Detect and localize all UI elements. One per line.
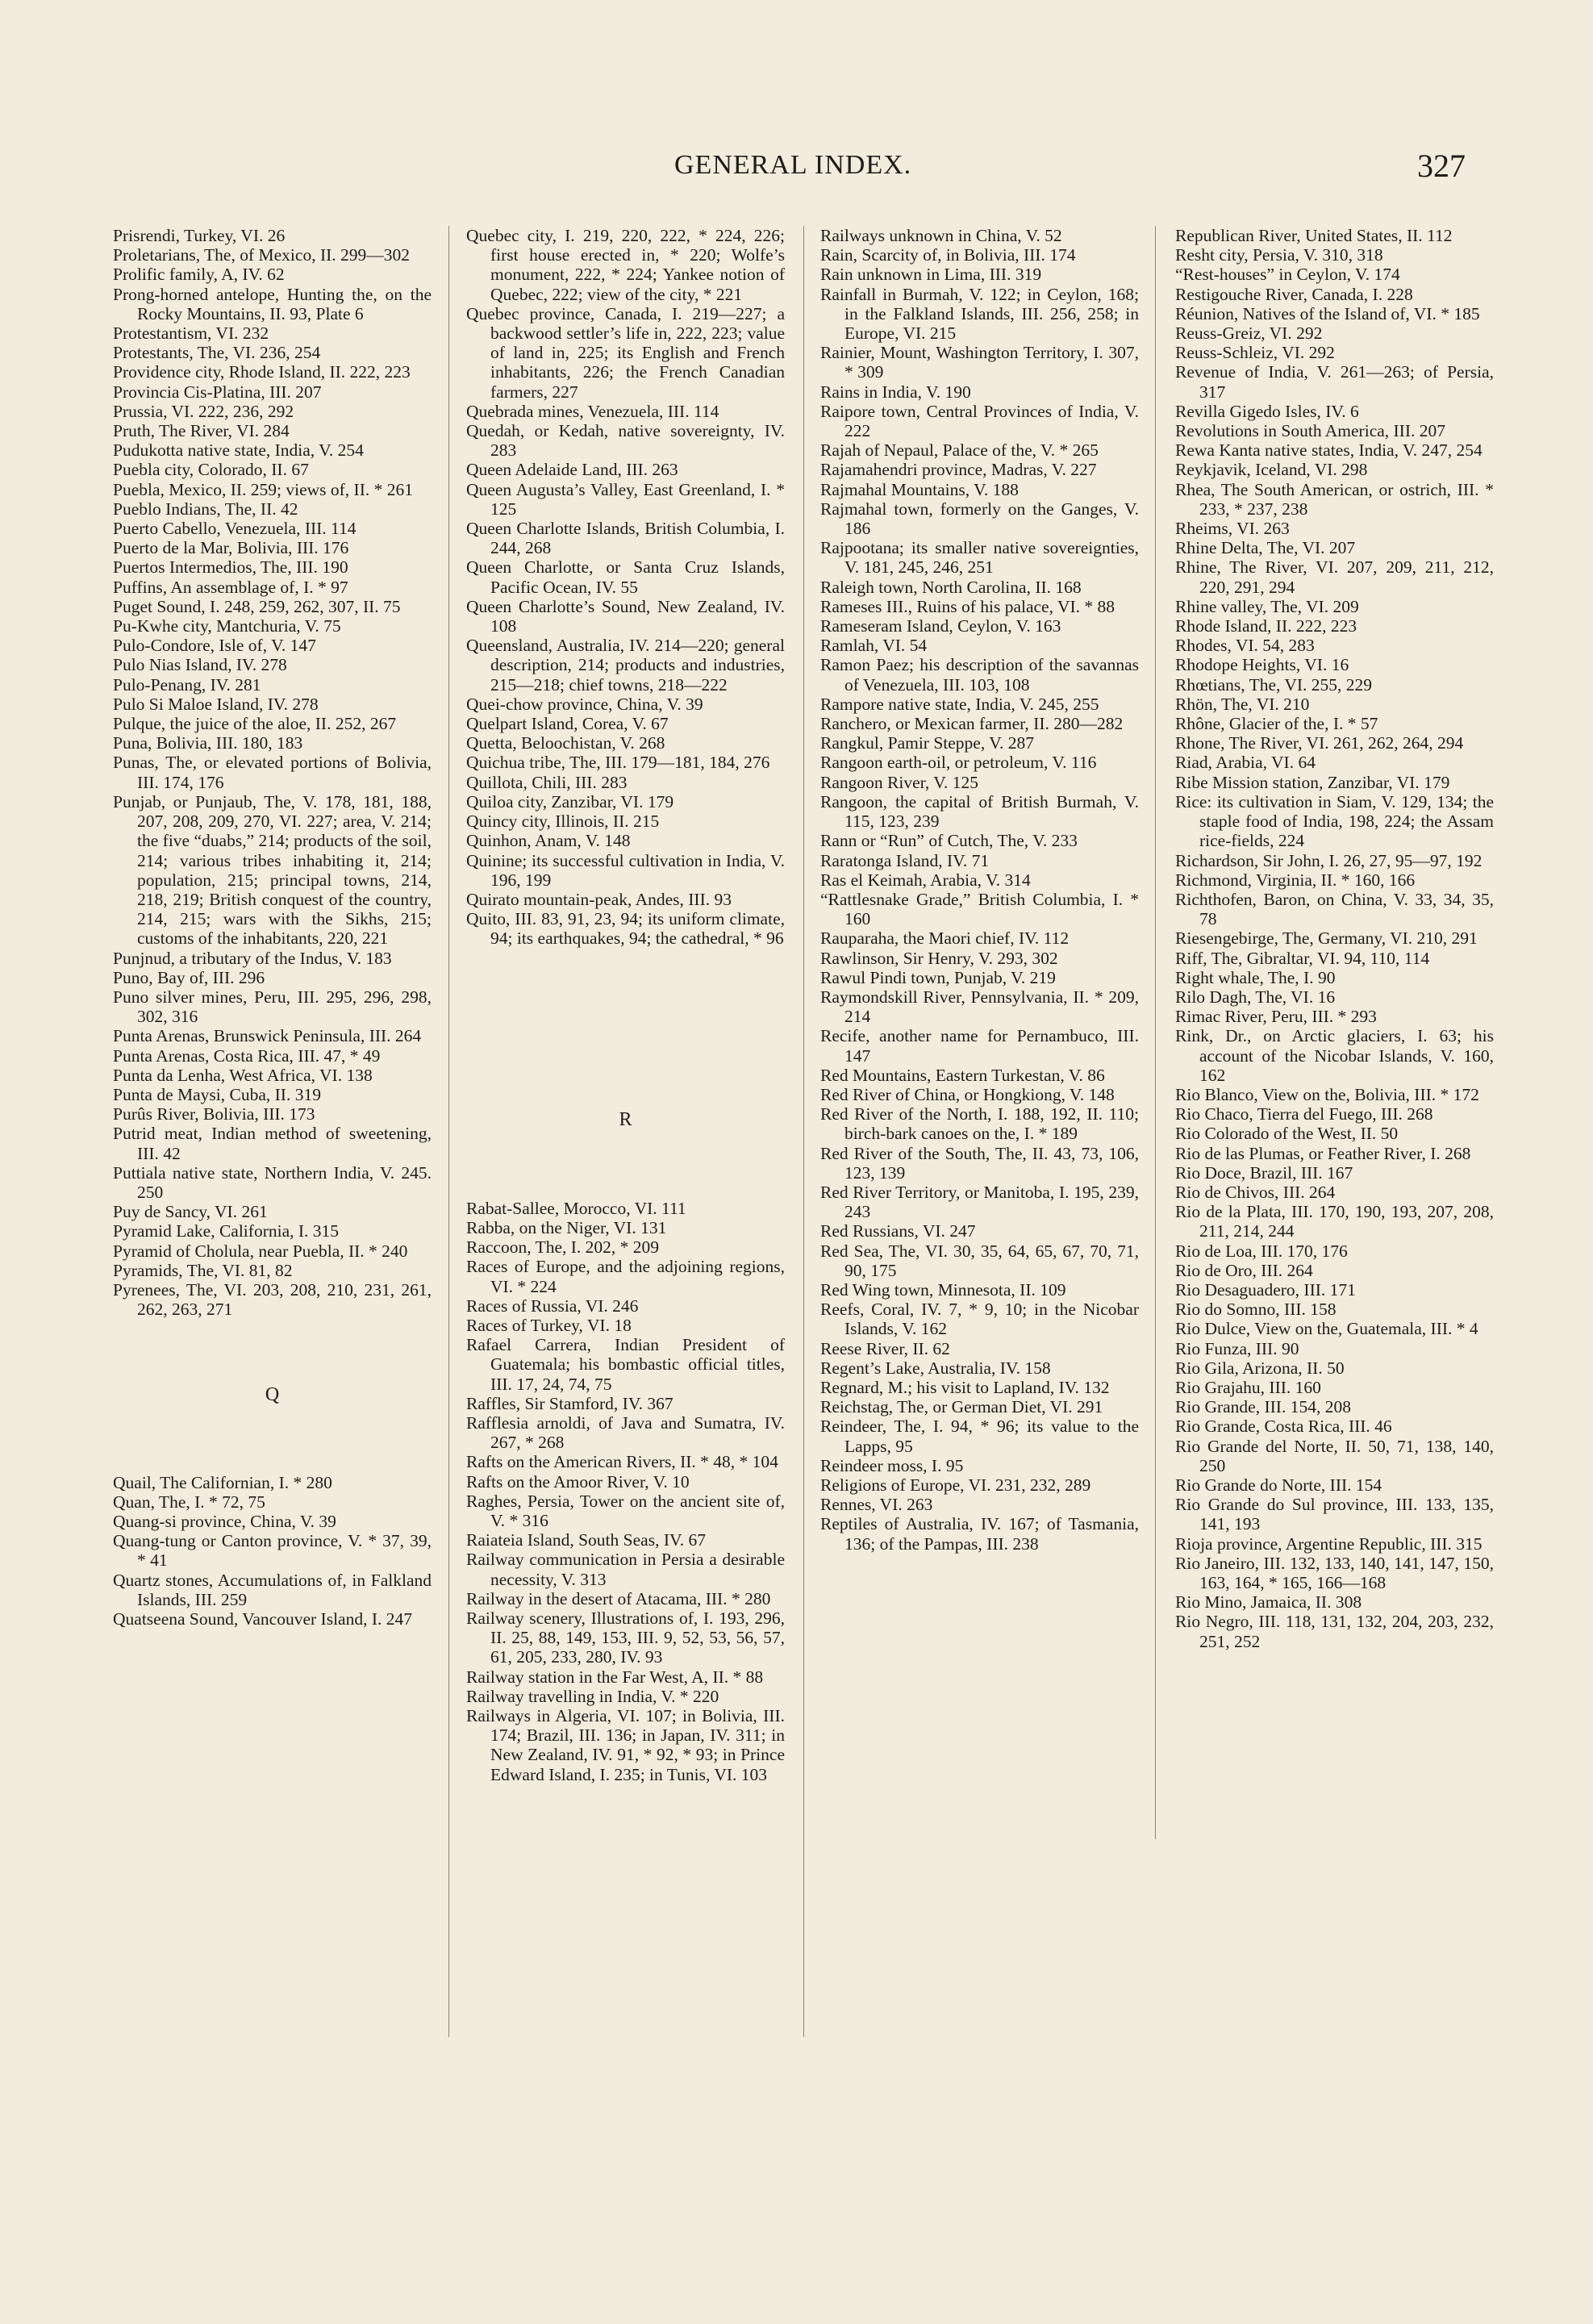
index-entry: Rio Negro, III. 118, 131, 132, 204, 203, 232, 251, 252 [1175, 1612, 1494, 1651]
index-entry: Ranchero, or Mexican farmer, II. 280—282 [820, 714, 1124, 734]
index-entry: Provincia Cis-Platina, III. 207 [113, 382, 322, 402]
index-entry: Rio Grande do Norte, III. 154 [1175, 1475, 1382, 1495]
index-entry: Pyramid Lake, California, I. 315 [113, 1221, 340, 1241]
index-column-4 [1175, 226, 1494, 1651]
index-entry: Punjab, or Punjaub, The, V. 178, 181, 188, 207, 208, 209, 270, VI. 227; area, V. 214; the five “duabs,” 214; products of the soil, 214; various tribes inhabiting it, 214; population, 215; principal towns, 214, 218, 219; British conquest of the country, 214, 215; wars with the Sikhs, 215; customs of the inhabitants, 220, 221 [113, 791, 432, 949]
index-entry: Rajmahal Mountains, V. 188 [820, 479, 1019, 499]
index-entry: Rafflesia arnoldi, of Java and Sumatra, IV. 267, * 268 [466, 1412, 785, 1453]
index-entry: Queen Charlotte’s Sound, New Zealand, IV. 108 [466, 596, 785, 636]
index-entry: Railways unknown in China, V. 52 [820, 226, 1062, 245]
index-entry: Purûs River, Bolivia, III. 173 [113, 1104, 315, 1124]
index-entry: Reptiles of Australia, IV. 167; of Tasmania, 136; of the Pampas, III. 238 [820, 1514, 1139, 1554]
index-entry: Rangoon River, V. 125 [820, 772, 979, 792]
index-entry: Railway station in the Far West, A, II. * 88 [466, 1667, 764, 1687]
index-entry: Queen Augusta’s Valley, East Greenland, I. * 125 [466, 479, 785, 519]
index-entry: Pyramid of Cholula, near Puebla, II. * 240 [113, 1241, 408, 1261]
index-entry: Rhine Delta, The, VI. 207 [1175, 538, 1356, 558]
index-entry: Rink, Dr., on Arctic glaciers, I. 63; his account of the Nicobar Islands, V. 160, 162 [1175, 1026, 1494, 1085]
index-entry: Rio Janeiro, III. 132, 133, 140, 141, 147, 150, 163, 164, * 165, 166—168 [1175, 1553, 1494, 1593]
index-entry: Puy de Sancy, VI. 261 [113, 1202, 268, 1222]
index-entry: Reuss-Greiz, VI. 292 [1175, 323, 1323, 344]
index-entry: Quatseena Sound, Vancouver Island, I. 247 [113, 1609, 412, 1629]
index-entry: Red Mountains, Eastern Turkestan, V. 86 [820, 1065, 1105, 1085]
index-entry: Rhœtians, The, VI. 255, 229 [1175, 674, 1373, 695]
index-entry: Rio de Chivos, III. 264 [1175, 1182, 1336, 1202]
index-entry: Rio Gila, Arizona, II. 50 [1175, 1358, 1345, 1378]
index-entry: Rhön, The, VI. 210 [1175, 694, 1310, 714]
section-letter-q: Q [265, 1384, 280, 1406]
index-entry: Rains in India, V. 190 [820, 382, 971, 402]
index-entry: Punta Arenas, Costa Rica, III. 47, * 49 [113, 1045, 381, 1066]
index-entry: Rafts on the American Rivers, II. * 48, * 104 [466, 1452, 778, 1472]
index-entry: Rhea, The South American, or ostrich, III. * 233, * 237, 238 [1175, 479, 1494, 519]
index-entry: Railways in Algeria, VI. 107; in Bolivia, III. 174; Brazil, III. 136; in Japan, IV. 311; in New Zealand, IV. 91, * 92, * 93; in Prince Edward Island, I. 235; in Tunis, VI. 103 [466, 1706, 785, 1784]
index-entry: Reindeer moss, I. 95 [820, 1455, 964, 1475]
index-entry: Rajah of Nepaul, Palace of the, V. * 265 [820, 440, 1099, 461]
index-entry: Rawlinson, Sir Henry, V. 293, 302 [820, 948, 1058, 968]
index-entry: Rajamahendri province, Madras, V. 227 [820, 460, 1097, 480]
index-entry: Quiloa city, Zanzibar, VI. 179 [466, 791, 674, 812]
index-entry: Punta de Maysi, Cuba, II. 319 [113, 1084, 321, 1104]
index-entry: Red Wing town, Minnesota, II. 109 [820, 1279, 1066, 1300]
index-entry: Punas, The, or elevated portions of Bolivia, III. 174, 176 [113, 753, 432, 792]
index-entry: Rio Doce, Brazil, III. 167 [1175, 1162, 1353, 1183]
index-entry: Quebrada mines, Venezuela, III. 114 [466, 401, 719, 421]
index-entry: Puno silver mines, Peru, III. 295, 296, 298, 302, 316 [113, 987, 432, 1027]
section-letter-r: R [619, 1108, 632, 1130]
index-entry: Richthofen, Baron, on China, V. 33, 34, 35, 78 [1175, 889, 1494, 929]
index-column-2 [466, 226, 785, 1784]
index-entry: Protestantism, VI. 232 [113, 323, 269, 344]
index-entry: Quetta, Beloochistan, V. 268 [466, 733, 665, 753]
entry-list [113, 1473, 432, 1629]
index-entry: Réunion, Natives of the Island of, VI. * 185 [1175, 303, 1480, 323]
index-entry: Rio do Somno, III. 158 [1175, 1300, 1337, 1320]
entry-list [466, 226, 785, 949]
index-entry: Quito, III. 83, 91, 23, 94; its uniform climate, 94; its earthquakes, 94; the cathedral, * 96 [466, 909, 785, 949]
index-entry: Railway communication in Persia a desirable necessity, V. 313 [466, 1550, 785, 1589]
index-entry: Pu-Kwhe city, Mantchuria, V. 75 [113, 616, 341, 636]
index-entry: Quedah, or Kedah, native sovereignty, IV. 283 [466, 421, 785, 461]
index-entry: Rainier, Mount, Washington Territory, I. 307, * 309 [820, 343, 1139, 382]
index-entry: Pulo-Condore, Isle of, V. 147 [113, 636, 316, 656]
index-entry: Pruth, The River, VI. 284 [113, 421, 290, 441]
index-entry: Rio Chaco, Tierra del Fuego, III. 268 [1175, 1104, 1433, 1124]
index-entry: Raghes, Persia, Tower on the ancient site of, V. * 316 [466, 1491, 785, 1530]
index-entry: Rio Grande do Sul province, III. 133, 135, 141, 193 [1175, 1495, 1494, 1534]
index-entry: Raffles, Sir Stamford, IV. 367 [466, 1393, 673, 1413]
index-entry: Recife, another name for Pernambuco, III. 147 [820, 1026, 1139, 1066]
index-entry: Queen Charlotte, or Santa Cruz Islands, Pacific Ocean, IV. 55 [466, 557, 785, 597]
index-entry: Quang-si province, China, V. 39 [113, 1511, 336, 1531]
index-entry: Regnard, M.; his visit to Lapland, IV. 132 [820, 1377, 1110, 1397]
index-entry: Rewa Kanta native states, India, V. 247, 254 [1175, 440, 1482, 461]
index-entry: Rio Grande, III. 154, 208 [1175, 1397, 1351, 1417]
index-entry: Punjnud, a tributary of the Indus, V. 183 [113, 948, 392, 968]
index-entry: Ramon Paez; his description of the savannas of Venezuela, III. 103, 108 [820, 655, 1139, 695]
index-entry: Queen Charlotte Islands, British Columbia, I. 244, 268 [466, 519, 785, 558]
index-entry: Rangkul, Pamir Steppe, V. 287 [820, 733, 1034, 753]
index-entry: Quail, The Californian, I. * 280 [113, 1472, 332, 1492]
index-entry: Rabba, on the Niger, VI. 131 [466, 1217, 667, 1237]
entry-list [820, 226, 1139, 1554]
index-entry: Rhodope Heights, VI. 16 [1175, 655, 1349, 675]
index-entry: Races of Russia, VI. 246 [466, 1296, 639, 1316]
index-entry: Rauparaha, the Maori chief, IV. 112 [820, 928, 1070, 949]
entry-list [1175, 226, 1494, 1651]
index-entry: Red River Territory, or Manitoba, I. 195, 239, 243 [820, 1182, 1139, 1222]
index-entry: Rain, Scarcity of, in Bolivia, III. 174 [820, 245, 1076, 265]
index-entry: Punta da Lenha, West Africa, VI. 138 [113, 1065, 373, 1085]
page-number: 327 [1417, 148, 1466, 184]
page-header [0, 150, 1593, 198]
index-entry: Resht city, Persia, V. 310, 318 [1175, 245, 1383, 265]
index-entry: Rio Grande del Norte, II. 50, 71, 138, 140, 250 [1175, 1436, 1494, 1475]
index-entry: Ribe Mission station, Zanzibar, VI. 179 [1175, 772, 1450, 792]
index-entry: Puerto Cabello, Venezuela, III. 114 [113, 519, 357, 539]
index-entry: Rhine, The River, VI. 207, 209, 211, 212, 220, 291, 294 [1175, 557, 1494, 597]
index-entry: Red River of China, or Hongkiong, V. 148 [820, 1084, 1115, 1104]
index-entry: Puertos Intermedios, The, III. 190 [113, 557, 348, 578]
index-entry: Rio de Oro, III. 264 [1175, 1260, 1313, 1280]
index-entry: Reindeer, The, I. 94, * 96; its value to the Lapps, 95 [820, 1417, 1139, 1456]
entry-list [466, 1199, 785, 1784]
index-entry: Prisrendi, Turkey, VI. 26 [113, 226, 286, 245]
index-entry: Rio Dulce, View on the, Guatemala, III. * 4 [1175, 1319, 1478, 1339]
index-entry: Republican River, United States, II. 112 [1175, 226, 1453, 245]
index-entry: Reykjavik, Iceland, VI. 298 [1175, 460, 1368, 480]
index-entry: Raymondskill River, Pennsylvania, II. * 209, 214 [820, 987, 1139, 1027]
index-entry: Quan, The, I. * 72, 75 [113, 1492, 265, 1512]
index-entry: Ramlah, VI. 54 [820, 636, 928, 656]
index-entry: Puttiala native state, Northern India, V. 245. 250 [113, 1162, 432, 1202]
index-entry: Rhodes, VI. 54, 283 [1175, 636, 1315, 656]
index-entry: Reuss-Schleiz, VI. 292 [1175, 343, 1335, 363]
index-entry: Puget Sound, I. 248, 259, 262, 307, II. 75 [113, 596, 401, 616]
index-entry: Richmond, Virginia, II. * 160, 166 [1175, 870, 1416, 890]
index-entry: Queensland, Australia, IV. 214—220; general description, 214; products and industries, 215—218; chief towns, 218—222 [466, 636, 785, 695]
index-entry: Pulo Nias Island, IV. 278 [113, 655, 287, 675]
index-entry: Rhine valley, The, VI. 209 [1175, 596, 1359, 616]
entry-list [113, 226, 432, 1319]
index-entry: Prong-horned antelope, Hunting the, on the Rocky Mountains, II. 93, Plate 6 [113, 284, 432, 323]
index-entry: Pudukotta native state, India, V. 254 [113, 440, 364, 461]
index-entry: Rio Grande, Costa Rica, III. 46 [1175, 1417, 1392, 1437]
column-rule [1155, 226, 1156, 1839]
index-entry: Rio Blanco, View on the, Bolivia, III. * 172 [1175, 1084, 1479, 1104]
index-entry: Revenue of India, V. 261—263; of Persia, 317 [1175, 362, 1494, 402]
index-entry: Rio Grajahu, III. 160 [1175, 1377, 1321, 1397]
index-entry: Rajpootana; its smaller native sovereignties, V. 181, 245, 246, 251 [820, 538, 1139, 578]
index-entry: Quebec city, I. 219, 220, 222, * 224, 226; first house erected in, * 220; Wolfe’s monument, 222, * 224; Yankee notion of Quebec, 222; view of the city, * 221 [466, 226, 785, 304]
index-column-1 [113, 226, 432, 1629]
index-entry: Rio de las Plumas, or Feather River, I. 268 [1175, 1143, 1471, 1163]
index-entry: Red River of the South, The, II. 43, 73, 106, 123, 139 [820, 1143, 1139, 1183]
index-entry: Quinine; its successful cultivation in India, V. 196, 199 [466, 850, 785, 890]
index-entry: Pulque, the juice of the aloe, II. 252, 267 [113, 714, 397, 734]
index-entry: Rangoon earth-oil, or petroleum, V. 116 [820, 753, 1097, 773]
index-entry: Rhode Island, II. 222, 223 [1175, 616, 1357, 636]
index-entry: Races of Turkey, VI. 18 [466, 1315, 632, 1335]
index-entry: Raleigh town, North Carolina, II. 168 [820, 577, 1082, 597]
index-entry: Rhône, Glacier of the, I. * 57 [1175, 714, 1378, 734]
index-entry: Rio Colorado of the West, II. 50 [1175, 1124, 1399, 1144]
index-entry: Riesengebirge, The, Germany, VI. 210, 291 [1175, 928, 1478, 949]
index-entry: “Rest-houses” in Ceylon, V. 174 [1175, 265, 1400, 285]
index-entry: Red Russians, VI. 247 [820, 1221, 976, 1241]
index-entry: Railway travelling in India, V. * 220 [466, 1686, 719, 1706]
index-entry: Reefs, Coral, IV. 7, * 9, 10; in the Nicobar Islands, V. 162 [820, 1300, 1139, 1339]
index-entry: Races of Europe, and the adjoining regions, VI. * 224 [466, 1257, 785, 1296]
index-entry: Quang-tung or Canton province, V. * 37, 39, * 41 [113, 1531, 432, 1571]
index-entry: Proletarians, The, of Mexico, II. 299—302 [113, 245, 411, 265]
index-entry: Reichstag, The, or German Diet, VI. 291 [820, 1397, 1103, 1417]
index-entry: Religions of Europe, VI. 231, 232, 289 [820, 1475, 1091, 1495]
index-entry: Rabat-Sallee, Morocco, VI. 111 [466, 1198, 686, 1218]
index-entry: Red River of the North, I. 188, 192, II. 110; birch-bark canoes on the, I. * 189 [820, 1104, 1139, 1144]
index-entry: Rimac River, Peru, III. * 293 [1175, 1007, 1377, 1027]
index-entry: Puffins, An assemblage of, I. * 97 [113, 577, 348, 597]
index-entry: Raccoon, The, I. 202, * 209 [466, 1237, 660, 1258]
index-entry: Revolutions in South America, III. 207 [1175, 421, 1446, 441]
index-entry: Rice: its cultivation in Siam, V. 129, 134; the staple food of India, 198, 224; the Assam rice-fields, 224 [1175, 791, 1494, 851]
index-entry: Rameseram Island, Ceylon, V. 163 [820, 616, 1061, 636]
index-entry: Regent’s Lake, Australia, IV. 158 [820, 1358, 1051, 1378]
index-entry: Putrid meat, Indian method of sweetening, III. 42 [113, 1124, 432, 1163]
index-entry: Railway in the desert of Atacama, III. * 280 [466, 1588, 771, 1608]
index-entry: Rawul Pindi town, Punjab, V. 219 [820, 967, 1056, 987]
index-entry: Puebla, Mexico, II. 259; views of, II. * 261 [113, 479, 413, 499]
index-entry: Restigouche River, Canada, I. 228 [1175, 284, 1413, 304]
index-entry: Rheims, VI. 263 [1175, 519, 1290, 539]
index-entry: Puebla city, Colorado, II. 67 [113, 460, 309, 480]
index-entry: Pyramids, The, VI. 81, 82 [113, 1260, 293, 1280]
index-entry: Rio de la Plata, III. 170, 190, 193, 207, 208, 211, 214, 244 [1175, 1202, 1494, 1241]
index-entry: Puno, Bay of, III. 296 [113, 967, 265, 987]
column-rule [448, 226, 449, 2037]
index-entry: “Rattlesnake Grade,” British Columbia, I. * 160 [820, 889, 1139, 929]
index-entry: Rangoon, the capital of British Burmah, V. 115, 123, 239 [820, 791, 1139, 832]
index-entry: Pyrenees, The, VI. 203, 208, 210, 231, 261, 262, 263, 271 [113, 1279, 432, 1320]
index-entry: Rennes, VI. 263 [820, 1495, 933, 1515]
index-entry: Quillota, Chili, III. 283 [466, 772, 628, 792]
index-entry: Queen Adelaide Land, III. 263 [466, 460, 678, 480]
index-entry: Rafael Carrera, Indian President of Guatemala; his bombastic official titles, III. 17, 24, 74, 75 [466, 1335, 785, 1394]
index-entry: Pueblo Indians, The, II. 42 [113, 499, 298, 519]
index-entry: Rameses III., Ruins of his palace, VI. * 88 [820, 596, 1116, 616]
index-entry: Rafts on the Amoor River, V. 10 [466, 1471, 690, 1492]
index-entry: Riff, The, Gibraltar, VI. 94, 110, 114 [1175, 948, 1430, 968]
index-entry: Rain unknown in Lima, III. 319 [820, 265, 1042, 285]
index-entry: Quartz stones, Accumulations of, in Falkland Islands, III. 259 [113, 1570, 432, 1609]
index-entry: Red Sea, The, VI. 30, 35, 64, 65, 67, 70, 71, 90, 175 [820, 1241, 1139, 1280]
index-entry: Puna, Bolivia, III. 180, 183 [113, 733, 303, 753]
index-entry: Pulo Si Maloe Island, IV. 278 [113, 694, 319, 714]
index-entry: Rioja province, Argentine Republic, III. 315 [1175, 1533, 1482, 1554]
index-entry: Quirato mountain-peak, Andes, III. 93 [466, 889, 732, 909]
index-entry: Raratonga Island, IV. 71 [820, 850, 990, 870]
index-entry: Providence city, Rhode Island, II. 222, 223 [113, 362, 411, 382]
index-entry: Rio Mino, Jamaica, II. 308 [1175, 1592, 1362, 1613]
index-entry: Rilo Dagh, The, VI. 16 [1175, 987, 1336, 1007]
index-entry: Quelpart Island, Corea, V. 67 [466, 714, 669, 734]
index-entry: Quichua tribe, The, III. 179—181, 184, 276 [466, 753, 770, 773]
index-entry: Ras el Keimah, Arabia, V. 314 [820, 870, 1031, 890]
index-entry: Protestants, The, VI. 236, 254 [113, 343, 321, 363]
index-entry: Revilla Gigedo Isles, IV. 6 [1175, 401, 1359, 421]
running-title: GENERAL INDEX. [674, 150, 912, 180]
index-entry: Rio Funza, III. 90 [1175, 1338, 1299, 1358]
index-entry: Raiateia Island, South Seas, IV. 67 [466, 1530, 706, 1550]
index-entry: Rajmahal town, formerly on the Ganges, V. 186 [820, 499, 1139, 539]
index-entry: Prolific family, A, IV. 62 [113, 265, 285, 285]
index-entry: Quincy city, Illinois, II. 215 [466, 812, 660, 832]
index-entry: Quebec province, Canada, I. 219—227; a backwood settler’s life in, 222, 223; value of land in, 225; its English and French inhabitants, 226; the French Canadian farmers, 227 [466, 303, 785, 402]
index-entry: Prussia, VI. 222, 236, 292 [113, 401, 294, 421]
index-entry: Rhone, The River, VI. 261, 262, 264, 294 [1175, 733, 1464, 753]
index-entry: Quei-chow province, China, V. 39 [466, 694, 703, 714]
index-entry: Puerto de la Mar, Bolivia, III. 176 [113, 538, 349, 558]
index-entry: Rainfall in Burmah, V. 122; in Ceylon, 168; in the Falkland Islands, III. 256, 258; in Europe, VI. 215 [820, 284, 1139, 344]
index-entry: Rann or “Run” of Cutch, The, V. 233 [820, 831, 1078, 851]
index-entry: Rampore native state, India, V. 245, 255 [820, 694, 1099, 714]
index-entry: Reese River, II. 62 [820, 1338, 950, 1358]
index-column-3 [820, 226, 1139, 1554]
index-entry: Richardson, Sir John, I. 26, 27, 95—97, 192 [1175, 850, 1482, 870]
column-rule [803, 226, 804, 2037]
index-entry: Punta Arenas, Brunswick Peninsula, III. 264 [113, 1026, 422, 1046]
index-entry: Rio de Loa, III. 170, 176 [1175, 1241, 1348, 1261]
index-entry: Rio Desaguadero, III. 171 [1175, 1279, 1356, 1300]
index-entry: Right whale, The, I. 90 [1175, 967, 1336, 987]
index-entry: Raipore town, Central Provinces of India, V. 222 [820, 401, 1139, 441]
index-entry: Riad, Arabia, VI. 64 [1175, 753, 1316, 773]
index-entry: Railway scenery, Illustrations of, I. 193, 296, II. 25, 88, 149, 153, III. 9, 52, 53, 56, 57, 61, 205, 233, 280, IV. 93 [466, 1608, 785, 1667]
index-entry: Pulo-Penang, IV. 281 [113, 674, 261, 695]
index-entry: Quinhon, Anam, V. 148 [466, 831, 631, 851]
